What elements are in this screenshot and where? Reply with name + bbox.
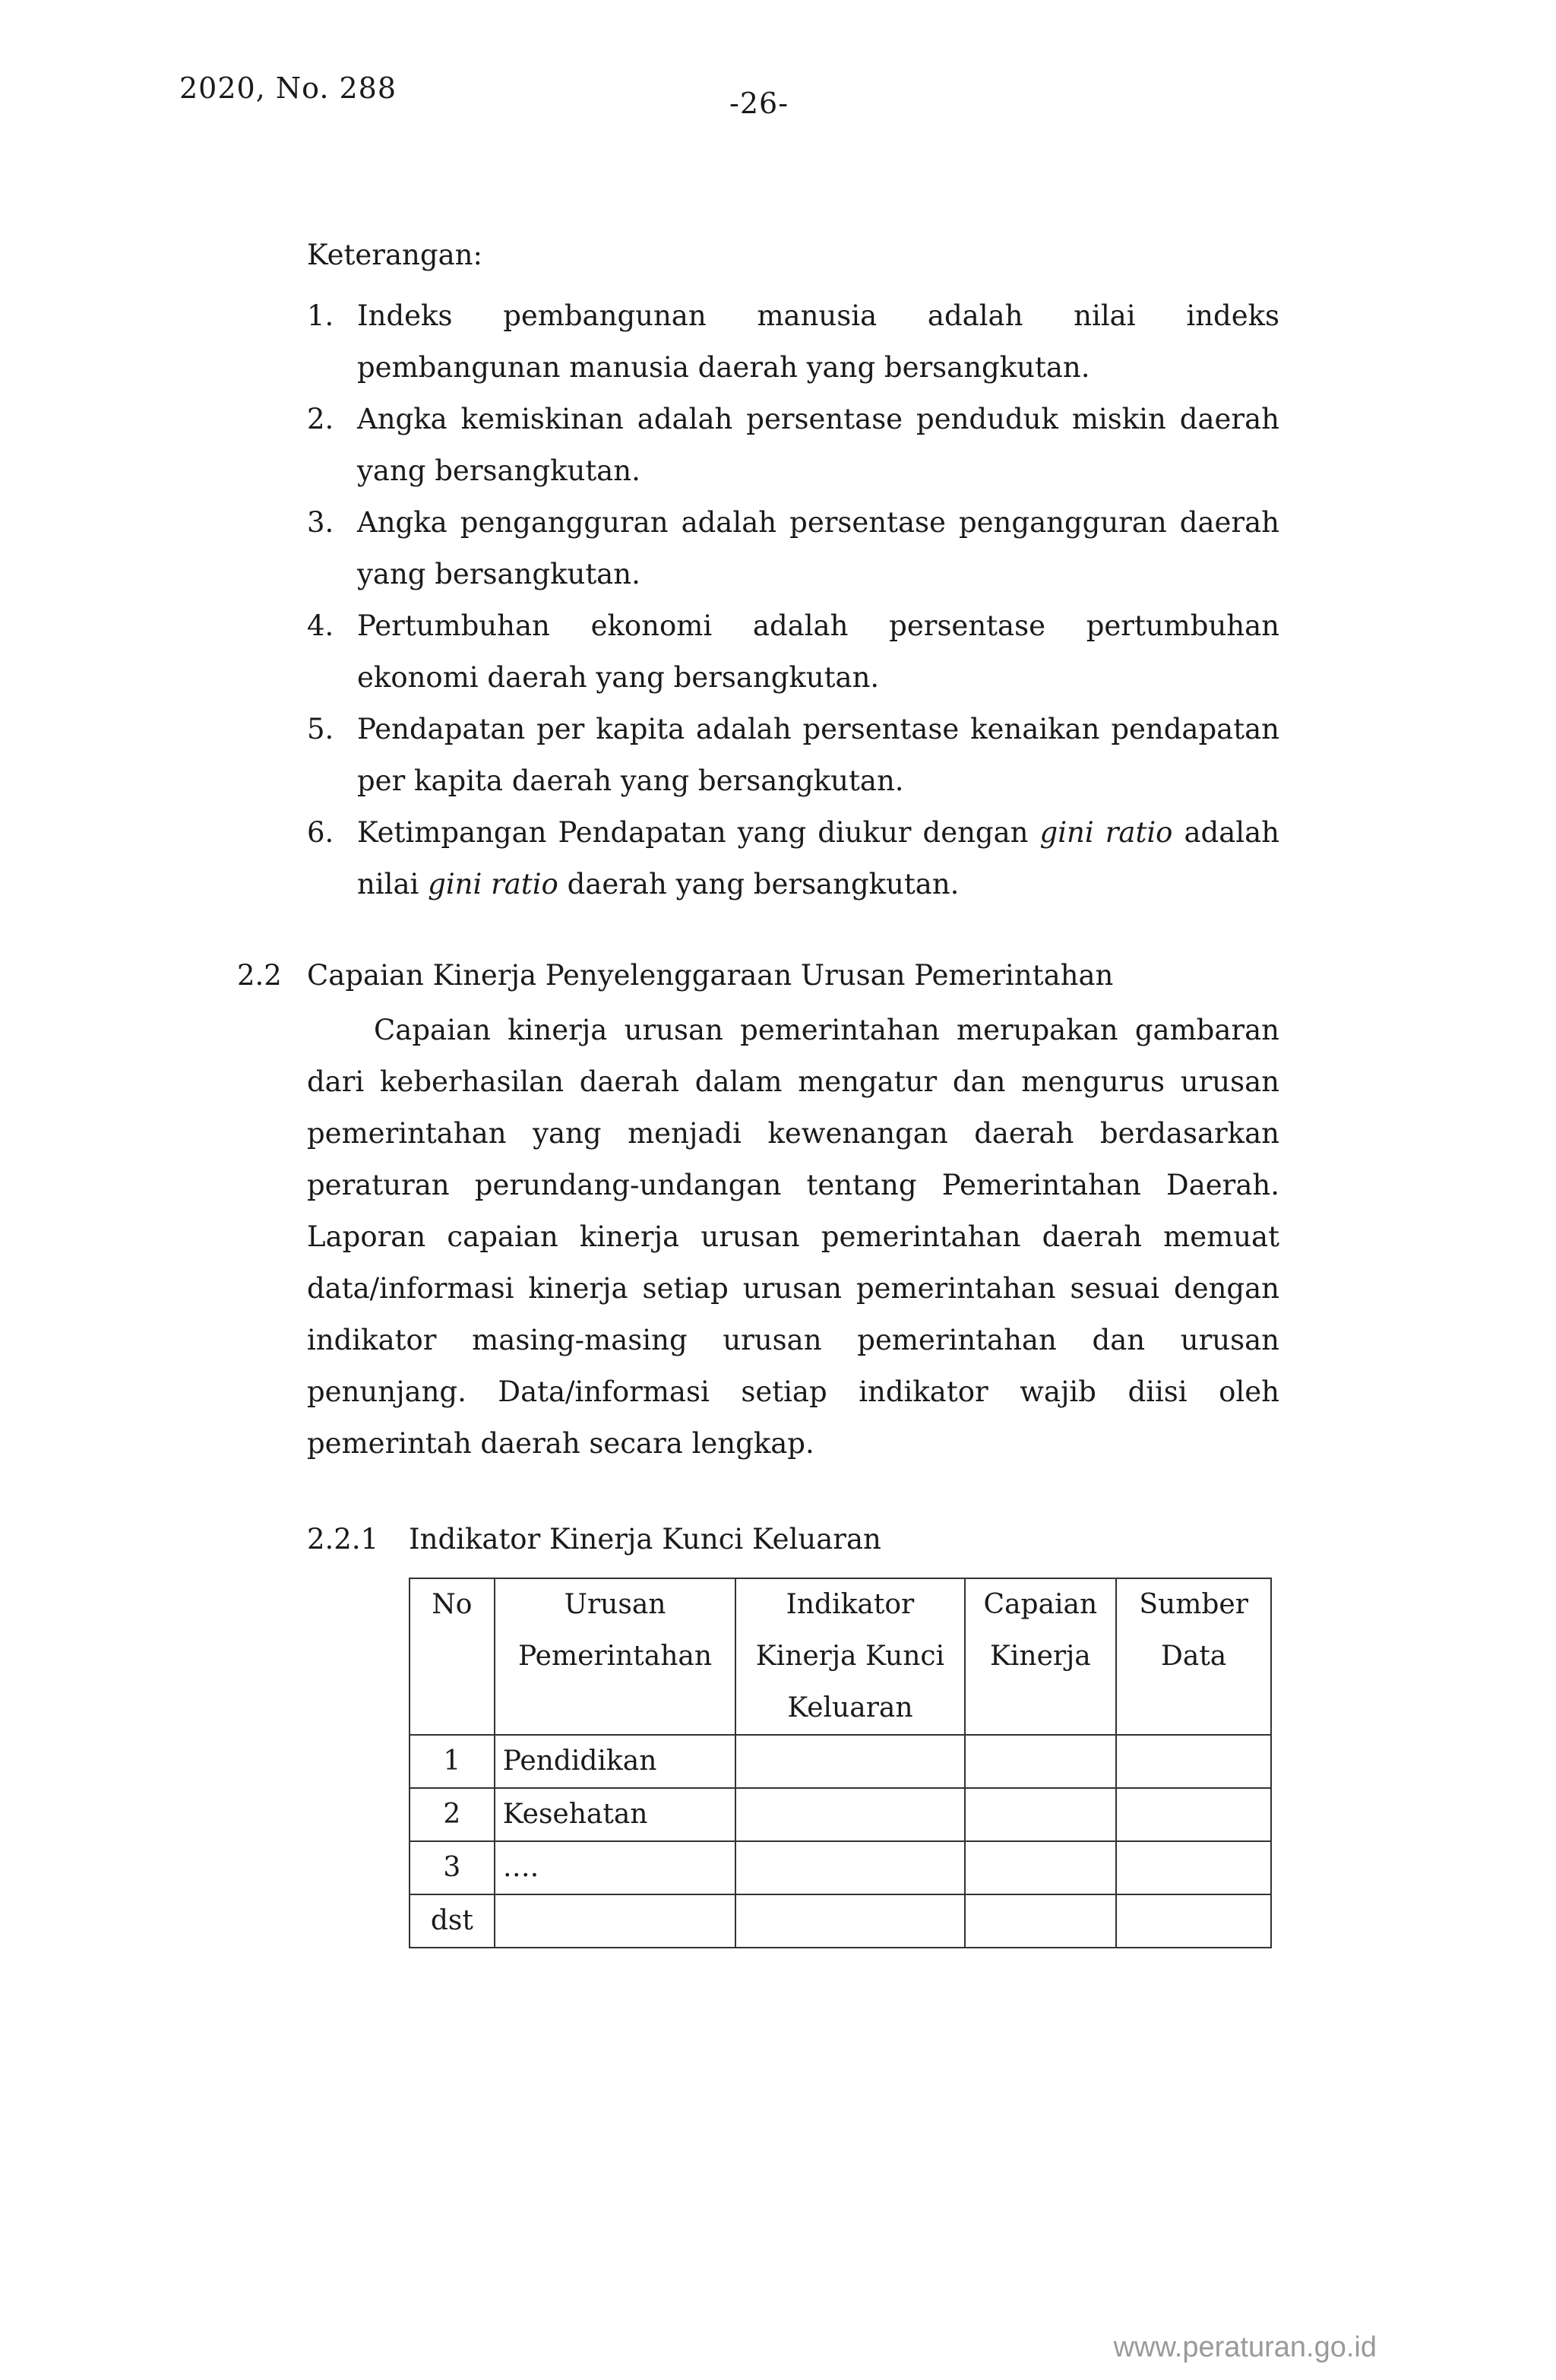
cell-sumber <box>1116 1841 1271 1894</box>
header-no: No <box>410 1578 495 1735</box>
table-header-row <box>410 1578 1271 1735</box>
text-segment: adalah nilai <box>357 816 1279 900</box>
list-item-text: Indeks pembangunan manusia adalah nilai indeks pembangunan manusia daerah yang bersangkutan. <box>357 299 1279 384</box>
cell-indikator <box>735 1735 964 1788</box>
list-item-number: 3. <box>307 506 334 539</box>
section-number: 2.2 <box>237 959 282 992</box>
cell-no: 2 <box>410 1788 495 1841</box>
list-item <box>307 704 1279 807</box>
notes-heading: Keterangan: <box>307 239 482 271</box>
table-row <box>410 1788 1271 1841</box>
cell-urusan: Kesehatan <box>495 1788 736 1841</box>
text-segment: Ketimpangan Pendapatan yang diukur dengan <box>357 816 1040 849</box>
header-urusan: Urusan Pemerintahan <box>495 1578 736 1735</box>
list-item-text: Angka pengangguran adalah persentase pengangguran daerah yang bersangkutan. <box>357 506 1279 590</box>
cell-urusan <box>495 1894 736 1948</box>
list-item-number: 2. <box>307 403 334 435</box>
list-item-number: 6. <box>307 816 334 849</box>
list-item-number: 5. <box>307 713 334 745</box>
list-item-text: Angka kemiskinan adalah persentase penduduk miskin daerah yang bersangkutan. <box>357 403 1279 487</box>
document-number: 2020, No. 288 <box>179 71 397 105</box>
cell-urusan: …. <box>495 1841 736 1894</box>
header-sumber: Sumber Data <box>1116 1578 1271 1735</box>
cell-indikator <box>735 1841 964 1894</box>
list-item <box>307 497 1279 600</box>
cell-indikator <box>735 1788 964 1841</box>
list-item <box>307 600 1279 704</box>
section-paragraph: Capaian kinerja urusan pemerintahan merupakan gambaran dari keberhasilan daerah dalam mengatur dan mengurus urusan pemerintahan yang menjadi kewenangan daerah berdasarkan peraturan perundang-undangan tentang Pemerintahan Daerah. Laporan capaian kinerja urusan pemerintahan daerah memuat data/informasi kinerja setiap urusan pemerintahan sesuai dengan indikator masing-masing urusan pemerintahan dan urusan penunjang. Data/informasi setiap indikator wajib diisi oleh pemerintah daerah secara lengkap. <box>307 1014 1279 1460</box>
cell-sumber <box>1116 1735 1271 1788</box>
emphasis-term: gini ratio <box>1039 816 1173 849</box>
list-item-text <box>357 807 1279 910</box>
footer-url: www.peraturan.go.id <box>1113 2331 1377 2363</box>
table-row <box>410 1894 1271 1948</box>
table-row <box>410 1841 1271 1894</box>
section-title: Capaian Kinerja Penyelenggaraan Urusan Pemerintahan <box>307 959 1114 992</box>
kpi-table <box>409 1578 1272 1948</box>
header-capaian: Capaian Kinerja <box>965 1578 1117 1735</box>
list-item <box>307 394 1279 497</box>
emphasis-term: gini ratio <box>428 868 558 900</box>
subsection-heading <box>307 1523 881 1556</box>
cell-sumber <box>1116 1788 1271 1841</box>
table-row <box>410 1735 1271 1788</box>
page-number: -26- <box>729 87 789 120</box>
section-heading <box>237 959 1113 992</box>
list-item <box>307 807 1279 910</box>
notes-list <box>307 290 1279 910</box>
cell-capaian <box>965 1841 1117 1894</box>
cell-no: 3 <box>410 1841 495 1894</box>
text-segment: daerah yang bersangkutan. <box>558 868 960 900</box>
header-indikator: Indikator Kinerja Kunci Keluaran <box>735 1578 964 1735</box>
cell-no: dst <box>410 1894 495 1948</box>
list-item <box>307 290 1279 394</box>
subsection-title: Indikator Kinerja Kunci Keluaran <box>409 1523 881 1556</box>
list-item-number: 4. <box>307 609 334 642</box>
list-item-number: 1. <box>307 299 334 332</box>
cell-capaian <box>965 1894 1117 1948</box>
cell-capaian <box>965 1788 1117 1841</box>
cell-urusan: Pendidikan <box>495 1735 736 1788</box>
cell-indikator <box>735 1894 964 1948</box>
list-item-text: Pertumbuhan ekonomi adalah persentase pertumbuhan ekonomi daerah yang bersangkutan. <box>357 609 1279 694</box>
cell-no: 1 <box>410 1735 495 1788</box>
cell-sumber <box>1116 1894 1271 1948</box>
cell-capaian <box>965 1735 1117 1788</box>
subsection-number: 2.2.1 <box>307 1523 379 1556</box>
list-item-text: Pendapatan per kapita adalah persentase kenaikan pendapatan per kapita daerah yang bersangkutan. <box>357 713 1279 797</box>
